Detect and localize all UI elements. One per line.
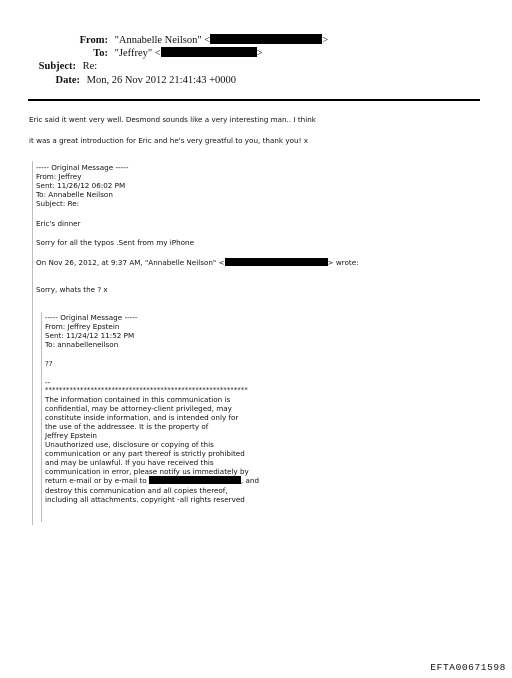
date-value: Mon, 26 Nov 2012 21:41:43 +0000 — [86, 75, 237, 86]
disclaimer-line: destroy this communication and all copies thereof, — [45, 486, 228, 495]
to-value: "Jeffrey" < — [114, 48, 161, 59]
disclaimer-email-line — [45, 476, 259, 485]
redaction-box — [210, 34, 322, 44]
disclaimer-line: including all attachments. copyright -all rights reserved — [45, 495, 245, 504]
quote-from: From: Jeffrey Epstein — [45, 322, 120, 331]
redaction-box — [161, 47, 257, 57]
date-label: Date: — [55, 75, 80, 86]
quote-wrote-line — [36, 258, 359, 267]
subject-label: Subject: — [38, 61, 76, 72]
quote-text: ?? — [45, 359, 53, 368]
subject-value: Re: — [82, 61, 98, 72]
disclaimer-line: The information contained in this communication is — [45, 395, 231, 404]
disclaimer-line: and may be unlawful. If you have received this — [45, 458, 214, 467]
quote-sent: Sent: 11/26/12 06:02 PM — [36, 181, 126, 190]
original-message-separator: ----- Original Message ----- — [45, 313, 138, 322]
quote-bar-outer — [32, 161, 33, 525]
disclaimer-line: communication or any part thereof is strictly prohibited — [45, 449, 245, 458]
quote-sent: Sent: 11/24/12 11:52 PM — [45, 331, 135, 340]
disclaimer-line: constitute inside information, and is intended only for — [45, 413, 239, 422]
disclaimer-line: communication in error, please notify us immediately by — [45, 467, 249, 476]
quote-to: To: Annabelle Neilson — [36, 190, 113, 199]
quote-subject: Subject: Re: — [36, 199, 80, 208]
disclaimer-line: confidential, may be attorney-client privileged, may — [45, 404, 232, 413]
disclaimer-line: the use of the addressee. It is the property of — [45, 422, 209, 431]
header-date-row — [0, 75, 236, 87]
document-id: EFTA00671598 — [430, 662, 506, 673]
quote-text: Sorry for all the typos .Sent from my iPhone — [36, 238, 195, 247]
email-prefix: return e-mail or by e-mail to — [45, 476, 147, 485]
redaction-box — [149, 476, 241, 484]
redaction-box — [225, 258, 328, 266]
header-subject-row — [0, 61, 97, 73]
wrote-prefix: On Nov 26, 2012, at 9:37 AM, "Annabelle Neilson" < — [36, 258, 225, 267]
original-message-separator: ----- Original Message ----- — [36, 163, 129, 172]
from-value: "Annabelle Neilson" < — [114, 35, 211, 46]
header-to-row — [0, 47, 263, 60]
signature-dashes: -- — [45, 378, 51, 387]
header-divider — [28, 99, 480, 101]
header-from-row — [0, 34, 328, 47]
signature-stars: ********************************************************** — [45, 386, 248, 394]
body-line: Eric said it went very well. Desmond sounds like a very interesting man.. I think — [29, 115, 316, 124]
disclaimer-line: Jeffrey Epstein — [45, 431, 97, 440]
disclaimer-line: Unauthorized use, disclosure or copying of this — [45, 440, 214, 449]
quote-from: From: Jeffrey — [36, 172, 82, 181]
body-line: it was a great introduction for Eric and he's very greatful to you, thank you! x — [29, 136, 308, 145]
to-close-bracket: > — [256, 48, 263, 59]
quote-text: Sorry, whats the ? x — [36, 285, 108, 294]
wrote-suffix: > wrote: — [327, 258, 359, 267]
from-close-bracket: > — [322, 35, 329, 46]
to-label: To: — [93, 48, 108, 59]
quote-text: Eric's dinner — [36, 219, 81, 228]
quote-to: To: annabelleneilson — [45, 340, 119, 349]
email-suffix: , and — [240, 476, 260, 485]
quote-bar-inner — [41, 312, 42, 522]
from-label: From: — [79, 35, 108, 46]
